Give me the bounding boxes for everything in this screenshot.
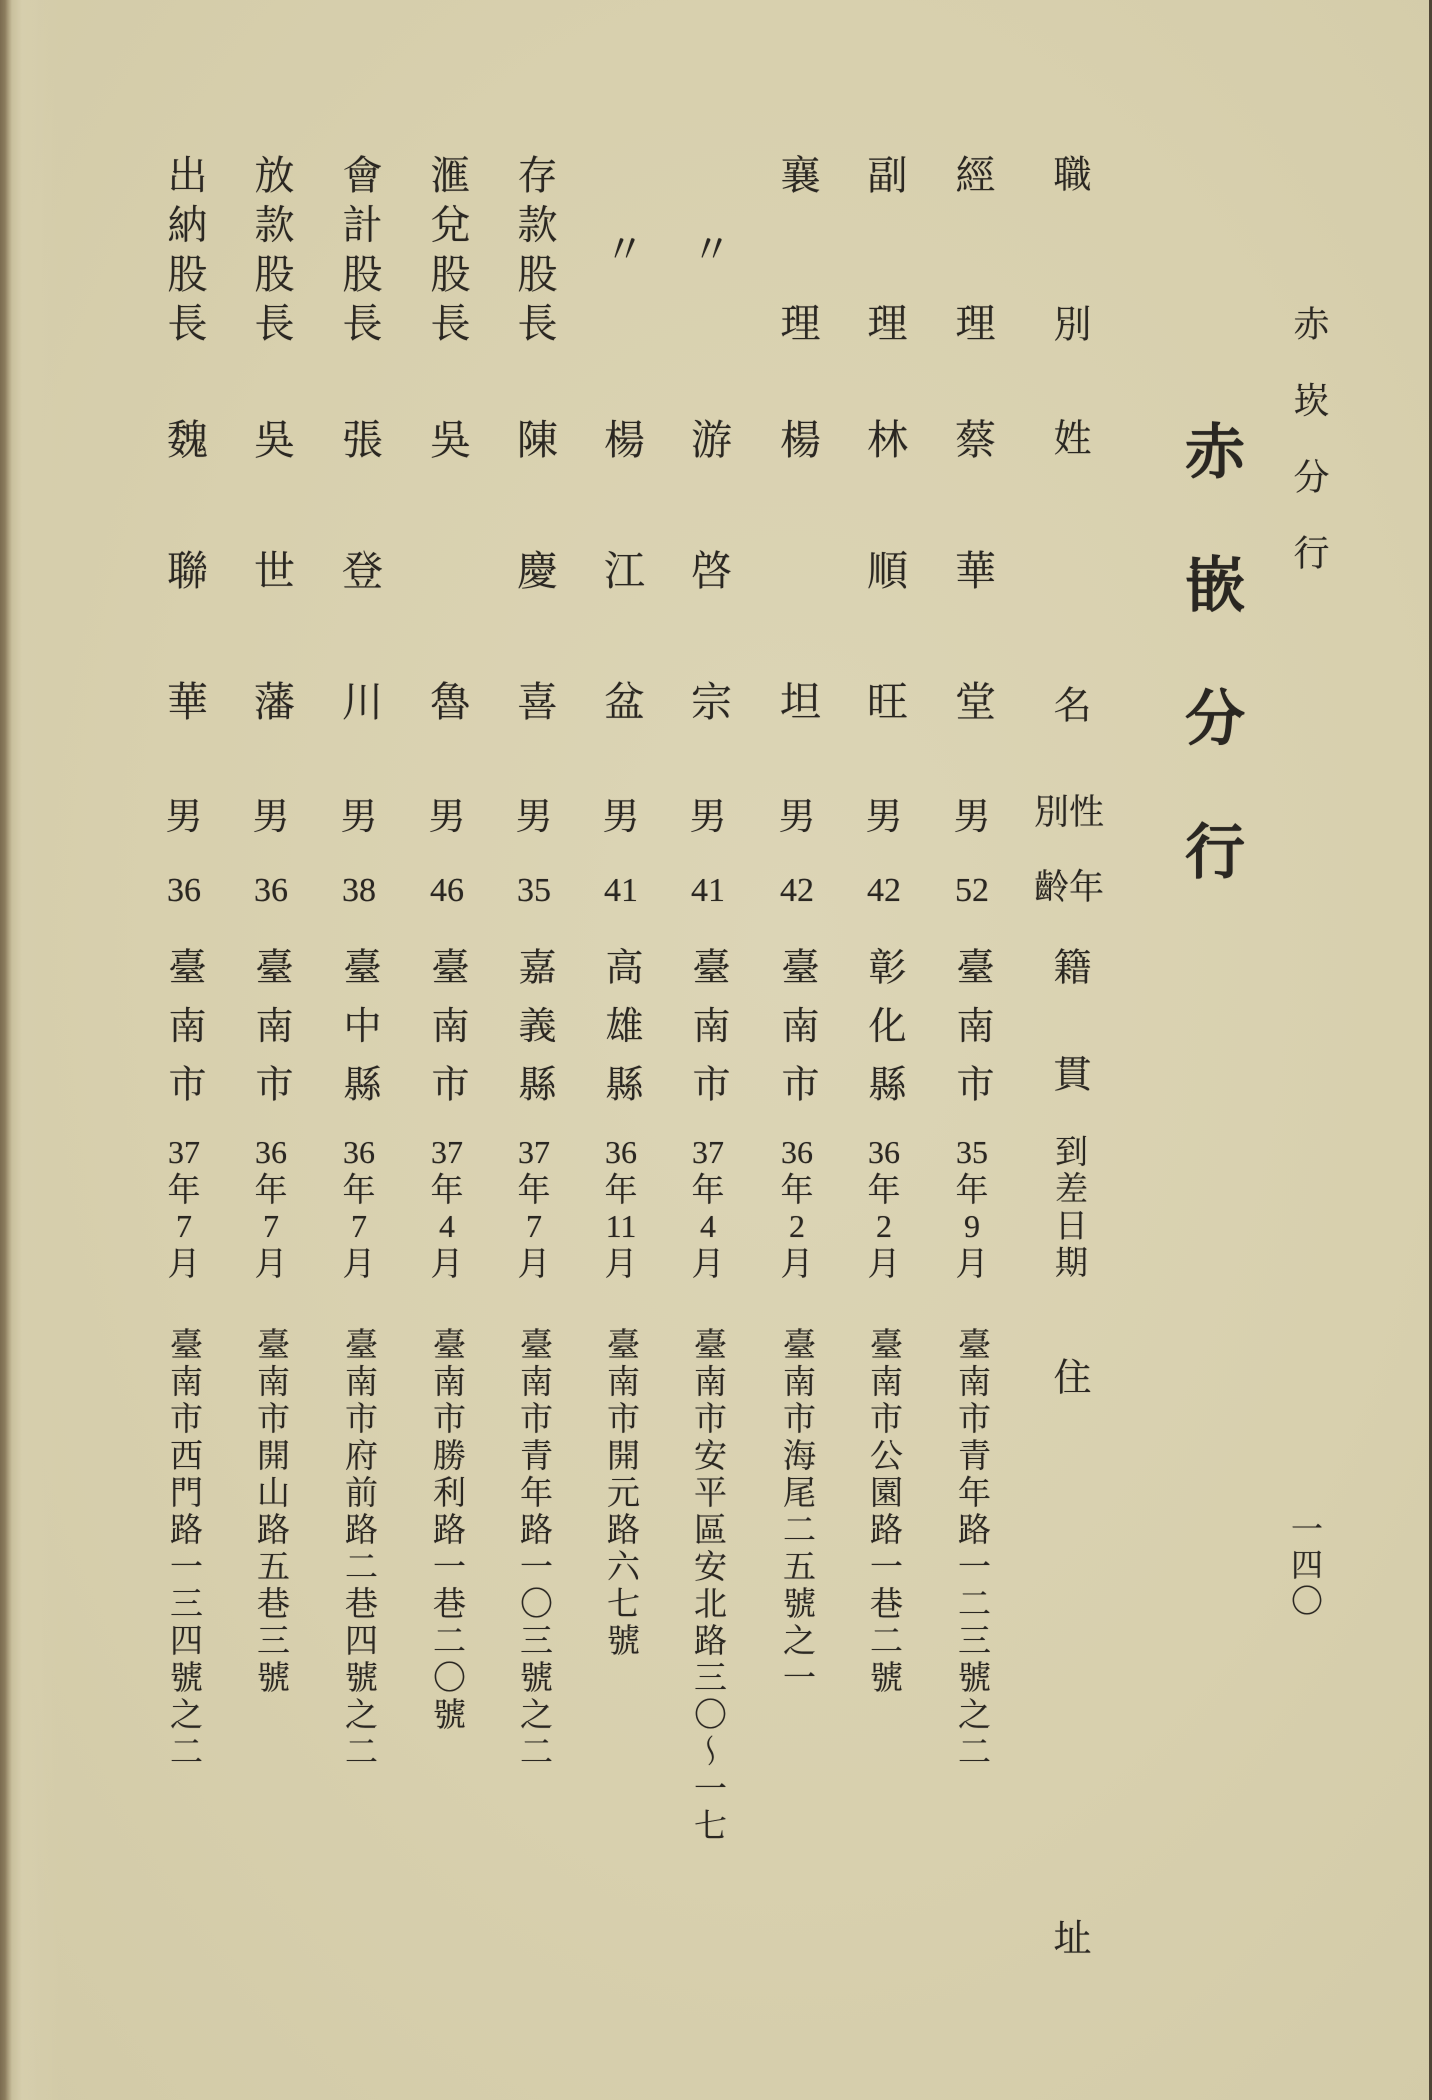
arrival-year: 36 (868, 1134, 900, 1170)
arrival-date (231, 1134, 311, 1282)
year-unit: 年 (955, 1170, 989, 1209)
table-row (668, 0, 748, 2100)
arrival-month: 9 (964, 1208, 980, 1244)
arrival-month: 7 (526, 1208, 542, 1244)
arrival-year: 37 (431, 1134, 463, 1170)
age: 52 (955, 872, 989, 909)
native-place: 彰化縣 (862, 947, 906, 1102)
staff-name: 吳魯 (423, 418, 471, 721)
address: 臺南市安平區安北路三〇～一七 (689, 1327, 728, 1845)
job-title: 出納股長 (161, 154, 207, 342)
running-head: 赤崁分行 (1288, 305, 1329, 570)
sex: 男 (165, 795, 203, 838)
native-place: 臺南市 (425, 947, 469, 1102)
table-row (932, 0, 1012, 2100)
sex: 男 (340, 795, 378, 838)
address: 臺南市西門路一三四號之二 (165, 1327, 204, 1771)
address: 臺南市府前路二巷四號之二 (340, 1327, 379, 1771)
address: 臺南市海尾二五號之一 (778, 1327, 817, 1697)
staff-name: 陳慶喜 (510, 418, 558, 721)
arrival-year: 35 (956, 1134, 988, 1170)
header-address: 住址 (1047, 1357, 1091, 1956)
ditto-mark: 〃 (598, 228, 644, 268)
month-unit: 月 (691, 1244, 725, 1283)
arrival-date (581, 1134, 661, 1282)
address: 臺南市開元路六七號 (602, 1327, 641, 1660)
table-row (319, 0, 399, 2100)
age: 42 (867, 872, 901, 909)
native-place: 嘉義縣 (512, 947, 556, 1102)
year-unit: 年 (430, 1170, 464, 1209)
arrival-month: 4 (700, 1208, 716, 1244)
year-unit: 年 (691, 1170, 725, 1209)
age: 35 (517, 872, 551, 909)
table-row (231, 0, 311, 2100)
job-title: 經理 (949, 154, 995, 342)
arrival-date (932, 1134, 1012, 1282)
arrival-month: 7 (351, 1208, 367, 1244)
staff-name: 張登川 (335, 418, 383, 721)
table-row (844, 0, 924, 2100)
header-title: 職別 (1047, 154, 1091, 342)
age: 46 (430, 872, 464, 909)
arrival-month: 2 (876, 1208, 892, 1244)
job-title: 會計股長 (336, 154, 382, 342)
table-row (581, 0, 661, 2100)
year-unit: 年 (167, 1170, 201, 1209)
table-row (494, 0, 574, 2100)
age: 42 (780, 872, 814, 909)
table-row (144, 0, 224, 2100)
native-place: 高雄縣 (599, 947, 643, 1102)
header-arrival-date: 到差日期 (1050, 1134, 1089, 1282)
sex: 男 (953, 795, 991, 838)
sex: 男 (428, 795, 466, 838)
arrival-month: 11 (605, 1208, 637, 1244)
year-unit: 年 (604, 1170, 638, 1209)
address: 臺南市開山路五巷三號 (252, 1327, 291, 1697)
arrival-year: 37 (518, 1134, 550, 1170)
arrival-month: 2 (789, 1208, 805, 1244)
arrival-date (757, 1134, 837, 1282)
address: 臺南市青年路一〇三號之二 (515, 1327, 554, 1771)
month-unit: 月 (867, 1244, 901, 1283)
staff-name: 蔡華堂 (948, 418, 996, 721)
page-title: 赤嵌分行 (1175, 420, 1245, 880)
sex: 男 (602, 795, 640, 838)
staff-name: 魏聯華 (160, 418, 208, 721)
arrival-year: 36 (781, 1134, 813, 1170)
arrival-date (668, 1134, 748, 1282)
month-unit: 月 (517, 1244, 551, 1283)
native-place: 臺南市 (162, 947, 206, 1102)
arrival-month: 7 (176, 1208, 192, 1244)
month-unit: 月 (955, 1244, 989, 1283)
staff-name: 游啓宗 (684, 418, 732, 721)
header-native-place: 籍貫 (1047, 947, 1091, 1092)
arrival-year: 36 (255, 1134, 287, 1170)
address: 臺南市青年路一二三號之二 (953, 1327, 992, 1771)
table-header (1029, 0, 1109, 2100)
arrival-year: 36 (605, 1134, 637, 1170)
arrival-date (407, 1134, 487, 1282)
age: 41 (604, 872, 638, 909)
native-place: 臺南市 (249, 947, 293, 1102)
age: 38 (342, 872, 376, 909)
arrival-year: 37 (692, 1134, 724, 1170)
sex: 男 (252, 795, 290, 838)
staff-name: 楊坦 (773, 418, 821, 721)
job-title: 襄理 (774, 154, 820, 342)
month-unit: 月 (167, 1244, 201, 1283)
header-name: 姓名 (1047, 418, 1091, 723)
arrival-date (494, 1134, 574, 1282)
year-unit: 年 (780, 1170, 814, 1209)
staff-name: 林順旺 (860, 418, 908, 721)
arrival-month: 7 (263, 1208, 279, 1244)
job-title: 副理 (861, 154, 907, 342)
arrival-date (144, 1134, 224, 1282)
native-place: 臺南市 (775, 947, 819, 1102)
year-unit: 年 (517, 1170, 551, 1209)
native-place: 臺南市 (686, 947, 730, 1102)
job-title: 存款股長 (511, 154, 557, 342)
arrival-year: 37 (168, 1134, 200, 1170)
age: 41 (691, 872, 725, 909)
table-row (757, 0, 837, 2100)
age: 36 (254, 872, 288, 909)
sex: 男 (778, 795, 816, 838)
month-unit: 月 (430, 1244, 464, 1283)
header-sex: 性別 (1033, 793, 1104, 833)
job-title: 放款股長 (248, 154, 294, 342)
native-place: 臺中縣 (337, 947, 381, 1102)
arrival-year: 36 (343, 1134, 375, 1170)
month-unit: 月 (780, 1244, 814, 1283)
table-row (407, 0, 487, 2100)
job-title: 滙兌股長 (424, 154, 470, 342)
month-unit: 月 (604, 1244, 638, 1283)
sex: 男 (515, 795, 553, 838)
page-number: 一四〇 (1286, 1512, 1324, 1620)
staff-name: 吳世藩 (247, 418, 295, 721)
sex: 男 (689, 795, 727, 838)
year-unit: 年 (342, 1170, 376, 1209)
age: 36 (167, 872, 201, 909)
address: 臺南市勝利路一巷二〇號 (428, 1327, 467, 1734)
native-place: 臺南市 (950, 947, 994, 1102)
address: 臺南市公園路一巷二號 (865, 1327, 904, 1697)
month-unit: 月 (254, 1244, 288, 1283)
ditto-mark: 〃 (685, 228, 731, 268)
header-age: 年齡 (1033, 868, 1104, 908)
sex: 男 (865, 795, 903, 838)
staff-name: 楊江盆 (597, 418, 645, 721)
year-unit: 年 (254, 1170, 288, 1209)
arrival-date (844, 1134, 924, 1282)
year-unit: 年 (867, 1170, 901, 1209)
arrival-date (319, 1134, 399, 1282)
month-unit: 月 (342, 1244, 376, 1283)
arrival-month: 4 (439, 1208, 455, 1244)
